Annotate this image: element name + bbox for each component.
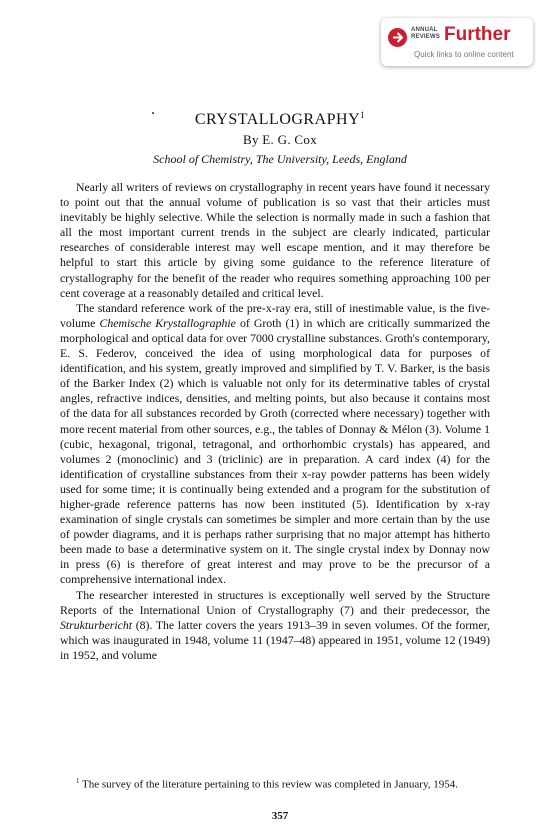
- badge-quick-links-label[interactable]: Quick links to online content: [414, 50, 514, 59]
- paragraph-1: Nearly all writers of reviews on crystallography in recent years have found it necessary to point out that the annual volume of publication is so vast that their articles must inevitably be highly selective. While the selection is normally made in such a fashion that all the most important current trends in the subject are clearly indicated, particular researches of considerable interest may well escape mention, and it may therefore be helpful to start this article by giving some guidance to the reference literature of crystallography for the benefit of the reader who requires something approaching 100 per cent coverage at a reasonably detailed and critical level.: [60, 180, 490, 300]
- paragraph-3-part2: (8). The latter covers the years 1913–39 in seven volumes. Of the former, which was inaugurated in 1948, volume 11 (1947–48) appeared in 1951, volume 12 (1949) in 1952, and volume: [60, 617, 490, 662]
- footnote: [60, 774, 490, 792]
- footnote-mark: 1: [76, 777, 80, 785]
- paragraph-2: [60, 301, 490, 588]
- badge-brand-line2: REVIEWS: [411, 33, 441, 40]
- paragraph-2-part1: The standard reference work of the pre-x-ray era, still of inestimable value, is the five-volume: [60, 300, 490, 330]
- page-number: 357: [271, 810, 289, 822]
- article-author: By E. G. Cox: [242, 132, 318, 147]
- further-quick-links-badge[interactable]: [381, 18, 533, 66]
- badge-brand-line1: ANNUAL: [411, 27, 438, 33]
- paragraph-3-part1: The researcher interested in structures is exceptionally well served by the Structure Reports of the International Union of Crystallography (7) and their predecessor, the: [60, 587, 490, 617]
- footnote-text: The survey of the literature pertaining to this review was completed in January, 1954.: [79, 778, 458, 791]
- article-title-text: CRYSTALLOGRAPHY: [194, 111, 361, 128]
- article-affiliation: School of Chemistry, The University, Leeds, England: [153, 152, 407, 166]
- article-body: [60, 180, 490, 663]
- article-title: [0, 110, 560, 129]
- paragraph-2-part2: of Groth (1) in which are critically summarized the morphological and optical data for over 7000 crystalline substances. Groth's contemporary, E. S. Federov, conceived the idea of using morphological data for purposes of identification, and his system, greatly improved and simplified by T. V. Barker, is the basis of the Barker Index (2) which is valuable not only for its determinative tables of crystal angles, refractive indices, densities, and melting points, but also because it contains most of the data for all substances recorded by Groth (corrected where necessary) together with more recent material from other sources, e.g., the tables of Donnay & Mélon (3). Volume 1 (cubic, hexagonal, trigonal, tetragonal, and orthorhombic crystals) has appeared, and volumes 2 (monoclinic) and 3 (triclinic) are in preparation. A card index (4) for the identification of crystalline substances from their x-ray powder patterns has been widely used for some time; it is continually being extended and a program for the substitution of higher-grade reference patterns has now been instituted (5). Identification by x-ray examination of single crystals can sometimes be simpler and more certain than by the use of powder diagrams, and it is perhaps rather surprising that no major attempt has hitherto been made to base a determinative system on it. The single crystal index by Donnay now in press (6) is therefore of great interest and may prove to be the precursor of a comprehensive international index.: [60, 315, 490, 587]
- badge-brand: [411, 27, 440, 40]
- paragraph-2-italic: Chemische Krystallographie: [99, 315, 236, 330]
- title-footnote-mark[interactable]: 1: [360, 110, 366, 120]
- annual-reviews-logo-icon: [388, 28, 407, 47]
- paragraph-3-italic: Strukturbericht: [60, 617, 133, 632]
- paragraph-3: [60, 588, 490, 663]
- badge-further-label[interactable]: Further: [444, 24, 511, 45]
